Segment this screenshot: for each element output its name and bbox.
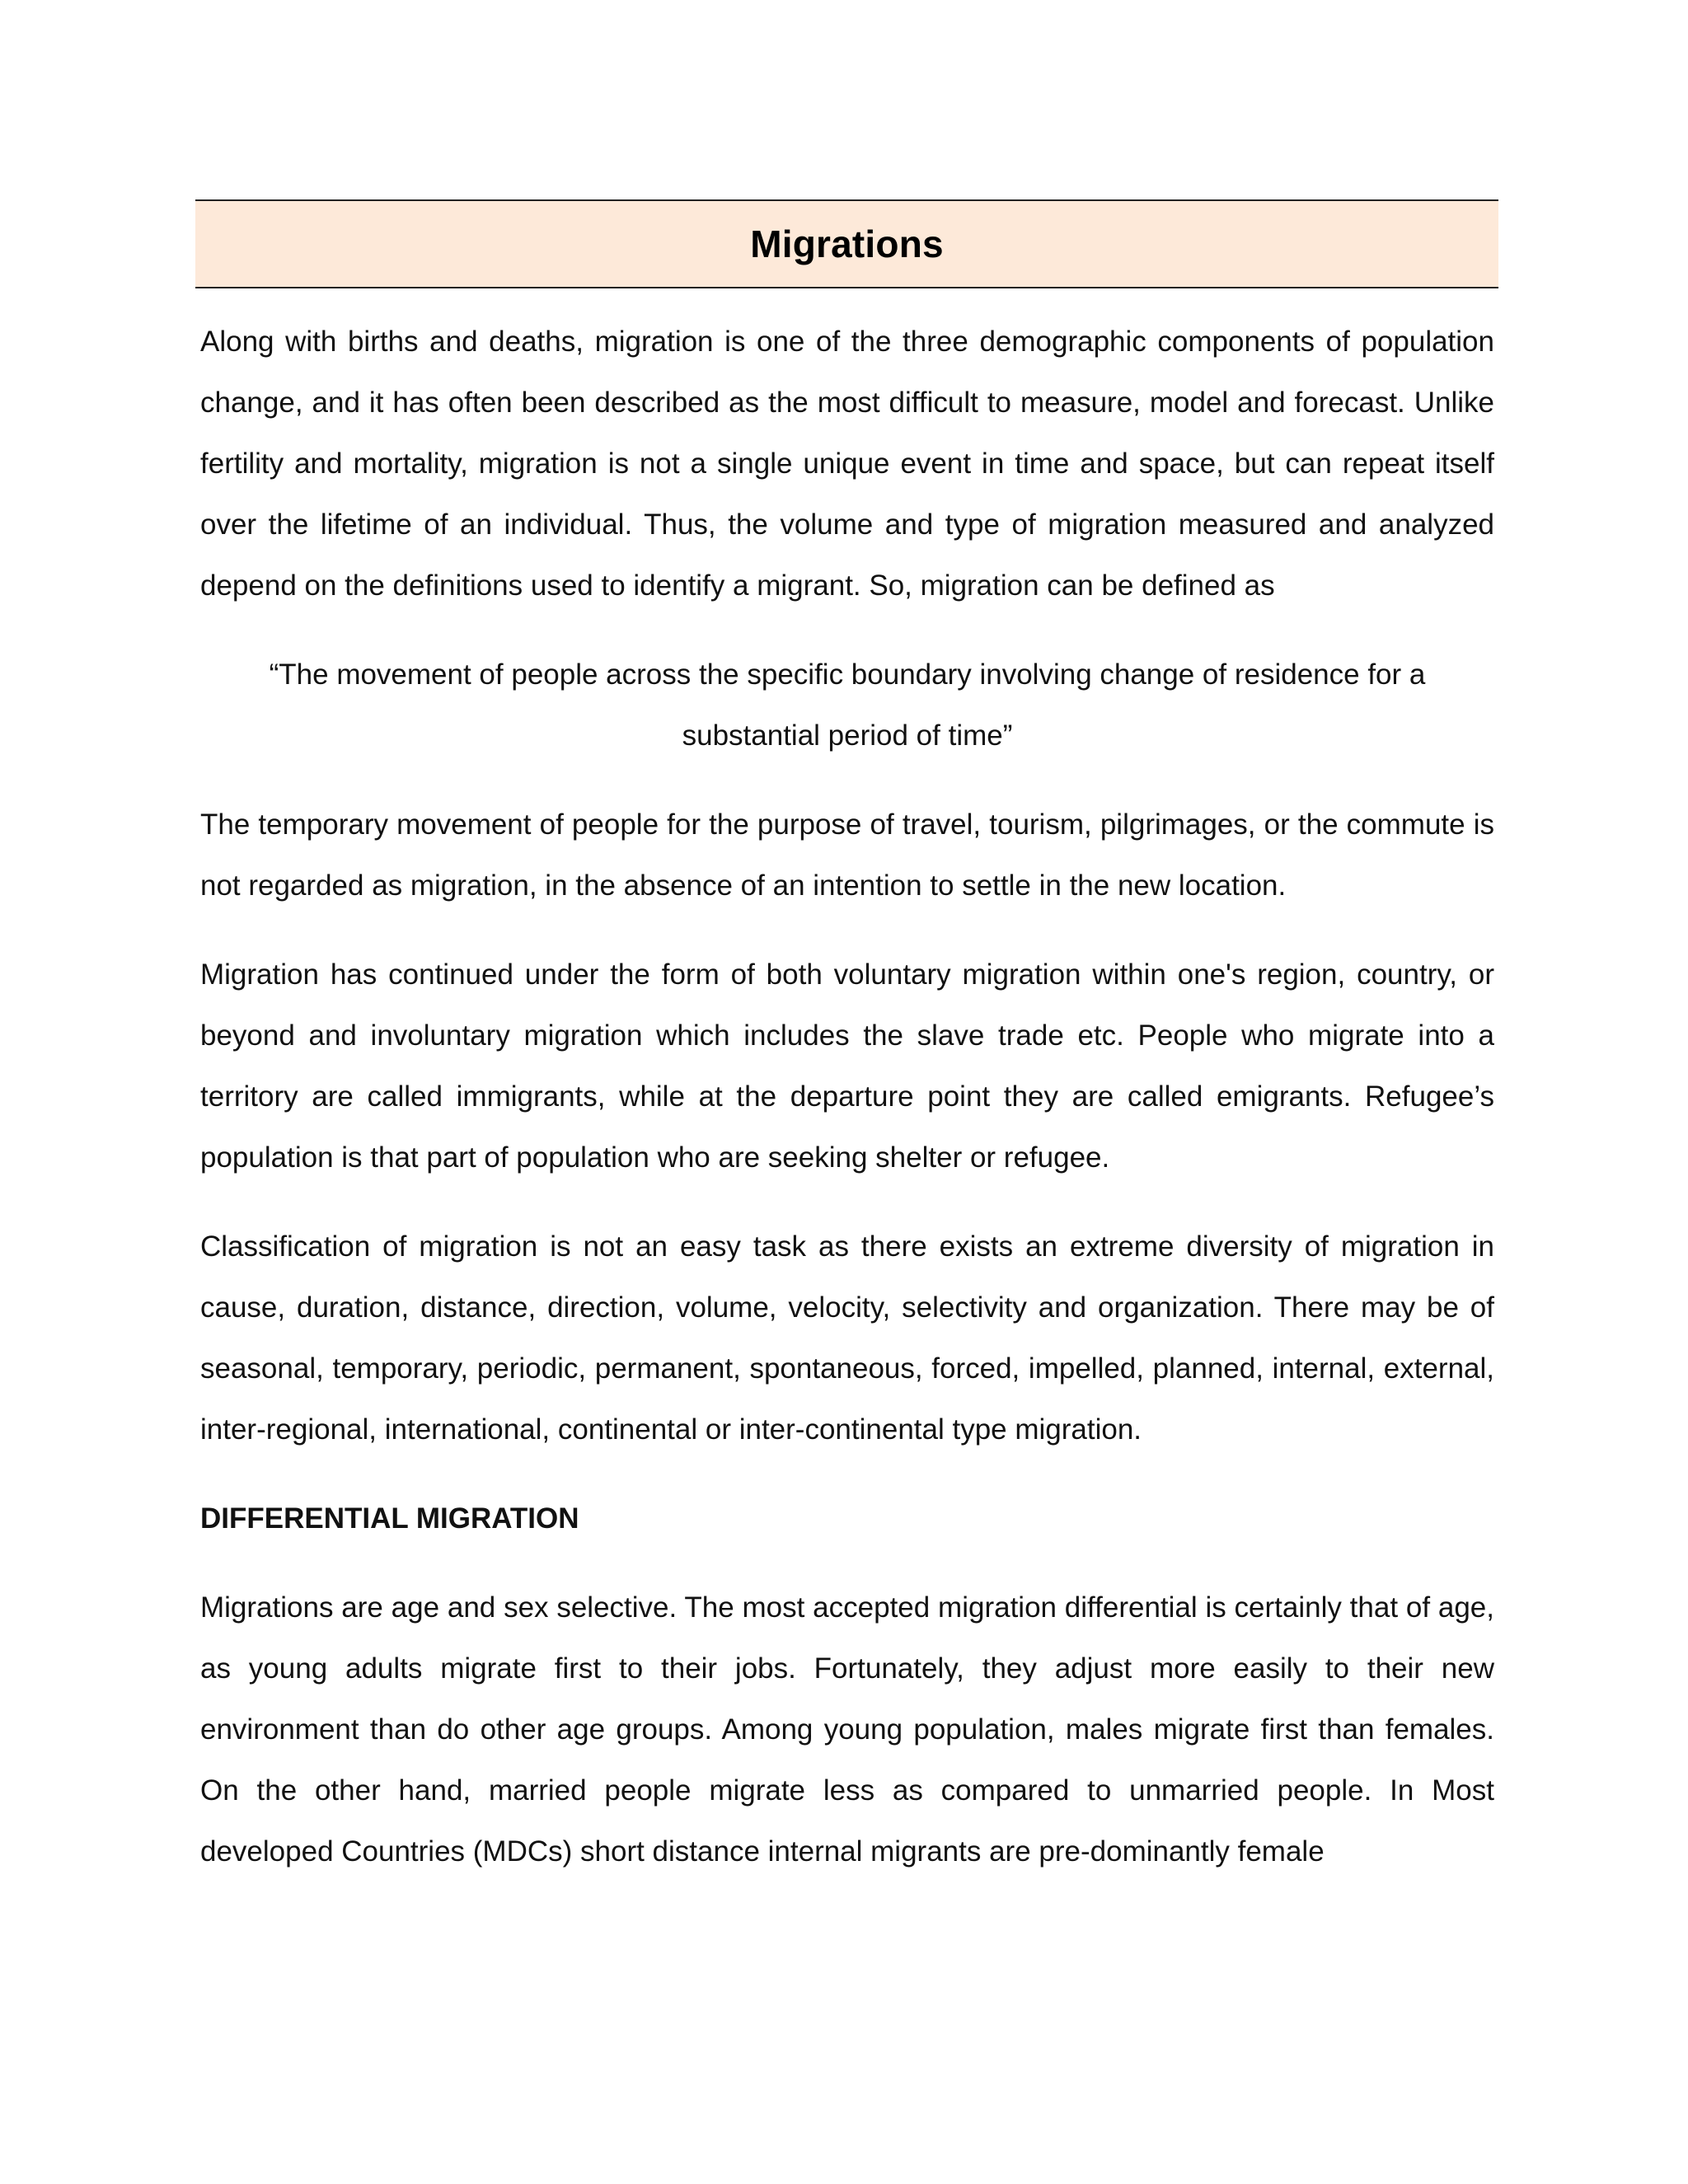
paragraph-intro: Along with births and deaths, migration is one of the three demographic components of population change, and it has often been described as the most difficult to measure, model and forecast. Unlike fertility and mortality, migration is not a single unique event in time and space, but can repeat itself over the lifetime of an individual. Thus, the volume and type of migration measured and analyzed depend on the definitions used to identify a migrant. So, migration can be defined as (200, 326, 1494, 602)
title-band (195, 199, 1498, 288)
paragraph-voluntary-involuntary: Migration has continued under the form of both voluntary migration within one's region, country, or beyond and involuntary migration which includes the slave trade etc. People who migrate into a territory are called immigrants, while at the departure point they are called emigrants. Refugee’s population is that part of population who are seeking shelter or refugee. (200, 958, 1494, 1174)
definition-quote: “The movement of people across the specific boundary involving change of residence for a substantial period of time” (269, 658, 1426, 752)
section-heading-differential-migration: DIFFERENTIAL MIGRATION (200, 1502, 579, 1535)
paragraph-age-sex-selective: Migrations are age and sex selective. The most accepted migration differential is certainly that of age, as young adults migrate first to their jobs. Fortunately, they adjust more easily to their new environment than do other age groups. Among young population, males migrate first than females. On the other hand, married people migrate less as compared to unmarried people. In Most developed Countries (MDCs) short distance internal migrants are pre-dominantly female (200, 1591, 1494, 1868)
paragraph-classification: Classification of migration is not an easy task as there exists an extreme diversity of migration in cause, duration, distance, direction, volume, velocity, selectivity and organization. There may be of seasonal, temporary, periodic, permanent, spontaneous, forced, impelled, planned, internal, external, inter-regional, international, continental or inter-continental type migration. (200, 1230, 1494, 1446)
document-body (200, 312, 1494, 1910)
page-title: Migrations (750, 223, 944, 265)
paragraph-temporary-movement: The temporary movement of people for the purpose of travel, tourism, pilgrimages, or the commute is not regarded as migration, in the absence of an intention to settle in the new location. (200, 808, 1494, 902)
